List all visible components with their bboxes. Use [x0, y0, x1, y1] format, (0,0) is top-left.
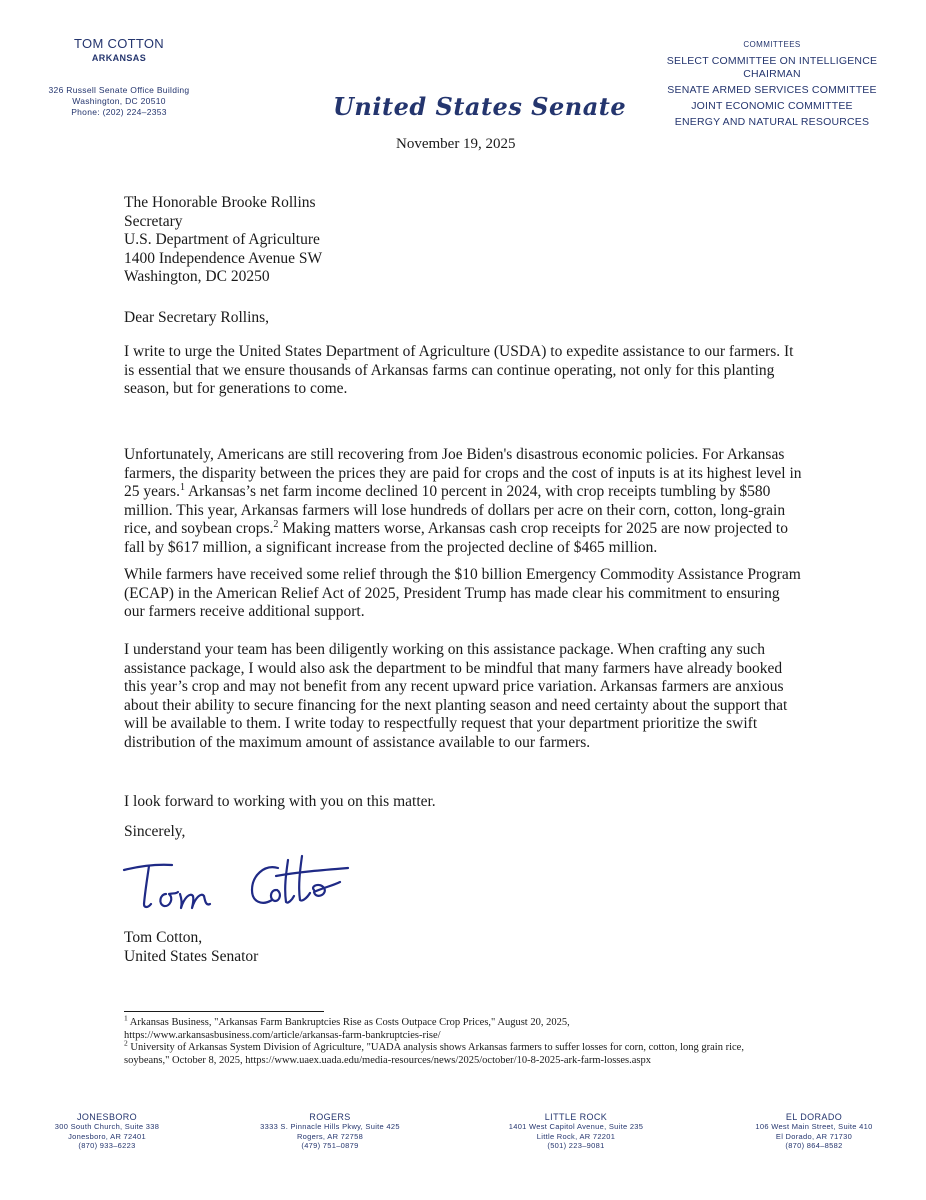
footnote-number: 2 — [124, 1038, 128, 1048]
addressee-line: U.S. Department of Agriculture — [124, 231, 320, 248]
office-city: LITTLE ROCK — [544, 1112, 608, 1122]
footnote — [124, 1038, 784, 1067]
sender-address-line: Washington, DC 20510 — [72, 96, 166, 106]
paragraph-text: Unfortunately, Americans are still recovering from Joe Biden's disastrous economic policies. For Arkansas farmers, the disparity between the prices they are paid for crops and the cost of inputs is at its highest level in 25 years. — [124, 446, 802, 500]
signer-block — [124, 929, 258, 966]
office-address: Little Rock, AR 72201 — [536, 1131, 616, 1141]
office-little-rock — [476, 1112, 676, 1151]
office-phone: (479) 751–0879 — [301, 1141, 359, 1150]
senate-wordmark: United States Senate — [333, 92, 627, 121]
sign-off: Sincerely, — [124, 823, 186, 840]
footnote-text: University of Arkansas System Division of Agriculture, "UADA analysis shows Arkansas farmers to suffer losses for corn, cotton, long grain rice, soybeans," October 8, 2025, https://www.uaex.uada.edu/media-resources/news/2025/october/10-8-2025-ark-farm-losses.aspx — [124, 1042, 744, 1066]
addressee-line: The Honorable Brooke Rollins — [124, 194, 316, 211]
office-address: Jonesboro, AR 72401 — [68, 1131, 146, 1141]
sender-block — [34, 36, 204, 118]
body-paragraph — [124, 446, 804, 557]
signer-title: United States Senator — [124, 947, 259, 965]
office-city: JONESBORO — [76, 1112, 138, 1122]
office-address: 3333 S. Pinnacle Hills Pkwy, Suite 425 — [260, 1122, 400, 1131]
addressee-line: Washington, DC 20250 — [124, 268, 270, 285]
footnote-text: Arkansas Business, "Arkansas Farm Bankruptcies Rise as Costs Outpace Crop Prices," August 20, 2025, https://www.arkansasbusiness.com/article/arkansas-farm-bankruptcies-rise/ — [124, 1017, 570, 1041]
addressee-block — [124, 194, 764, 287]
footnote — [124, 1013, 784, 1042]
office-jonesboro — [22, 1112, 192, 1151]
signature-image — [118, 846, 368, 922]
sender-name: TOM COTTON — [74, 36, 164, 51]
office-footer — [0, 1112, 926, 1182]
sender-state: ARKANSAS — [91, 53, 147, 63]
footnotes — [124, 1013, 784, 1067]
committee-role: CHAIRMAN — [743, 68, 801, 80]
office-rogers — [230, 1112, 430, 1151]
sender-address — [34, 85, 204, 118]
office-address: 1401 West Capitol Avenue, Suite 235 — [508, 1122, 644, 1131]
committee-item: JOINT ECONOMIC COMMITTEE — [691, 100, 853, 112]
office-phone: (870) 864–8582 — [785, 1141, 843, 1150]
committee-item: SELECT COMMITTEE ON INTELLIGENCE — [666, 55, 878, 67]
office-address: Rogers, AR 72758 — [296, 1131, 364, 1141]
office-address: El Dorado, AR 71730 — [775, 1131, 853, 1141]
footnote-ref: 1 — [179, 481, 185, 493]
salutation: Dear Secretary Rollins, — [124, 309, 270, 326]
footnote-divider — [124, 1011, 324, 1012]
office-address: 106 West Main Street, Suite 410 — [755, 1122, 873, 1131]
addressee-line: Secretary — [124, 212, 183, 230]
closing-line: I look forward to working with you on this matter. — [124, 793, 436, 810]
office-phone: (501) 223–9081 — [547, 1141, 605, 1150]
body-paragraph: I write to urge the United States Department of Agriculture (USDA) to expedite assistance to our farmers. It is essential that we ensure thousands of Arkansas farms can continue operating, not only for this planting season, but for generations to come. — [124, 343, 794, 397]
body-paragraph: I understand your team has been diligently working on this assistance package. When crafting any such assistance package, I would also ask the department to be mindful that many farmers have already booked this year’s crop and may not benefit from any recent upward price variation. Arkansas farmers are anxious about their ability to secure financing for the next planting season and need certainty about the support that will be available to them. I write today to respectfully request that your department prioritize the swift distribution of the maximum amount of assistance available to our farmers. — [124, 641, 788, 751]
office-address: 300 South Church, Suite 338 — [54, 1122, 160, 1131]
footnote-ref: 2 — [273, 518, 279, 530]
committee-item: SENATE ARMED SERVICES COMMITTEE — [667, 84, 877, 96]
body-paragraph: While farmers have received some relief through the $10 billion Emergency Commodity Assistance Program (ECAP) in the American Relief Act of 2025, President Trump has made clear his commitment to ensuring our farmers receive additional support. — [124, 566, 801, 620]
committees-label: COMMITTEES — [743, 40, 801, 49]
signer-name: Tom Cotton, — [124, 929, 203, 946]
footnote-number: 1 — [124, 1013, 128, 1023]
paragraph-text: Arkansas’s net farm income declined 10 percent in 2024, with crop receipts tumbling by $580 million. This year, Arkansas farmers will lose hundreds of dollars per acre on their corn, cotton, long-grain rice, and soybean crops. — [124, 483, 786, 537]
committees-block — [660, 40, 884, 129]
sender-address-line: Phone: (202) 224–2353 — [71, 107, 167, 117]
addressee-line: 1400 Independence Avenue SW — [124, 249, 323, 267]
sender-address-line: 326 Russell Senate Office Building — [48, 85, 190, 95]
letter-date: November 19, 2025 — [396, 136, 516, 152]
office-phone: (870) 933–6223 — [78, 1141, 136, 1150]
office-el-dorado — [714, 1112, 914, 1151]
office-city: ROGERS — [309, 1112, 351, 1122]
office-city: EL DORADO — [785, 1112, 843, 1122]
committee-item: ENERGY AND NATURAL RESOURCES — [674, 116, 870, 128]
paragraph-text: Making matters worse, Arkansas cash crop receipts for 2025 are now projected to fall by $617 million, a significant increase from the projected decline of $465 million. — [124, 520, 788, 556]
